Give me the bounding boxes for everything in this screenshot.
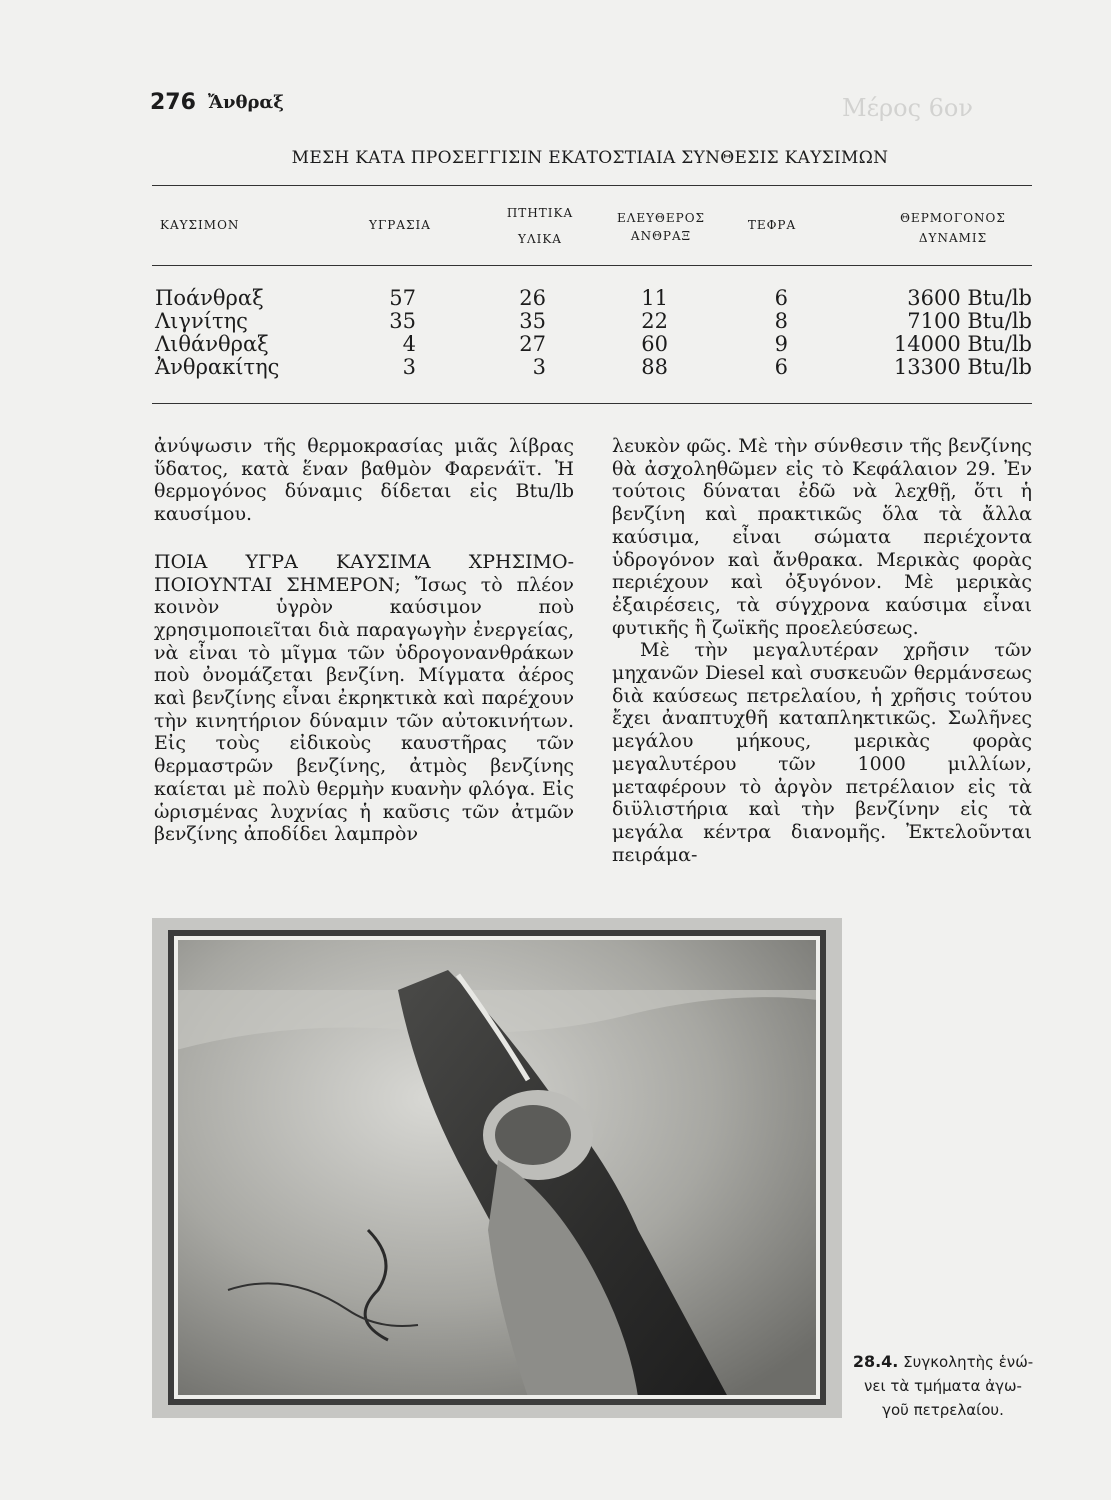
caption-line: γοῦ πετρελαίου.: [882, 1401, 1004, 1419]
cell-fuel: Λιθάνθραξ: [155, 332, 269, 356]
paragraph: λευκὸν φῶς. Μὲ τὴν σύνθεσιν τῆς βενζίνης θὰ ἀσχοληθῶμεν εἰς τὸ Κεφάλαιον 29. Ἐν τούτοις δύναται ἐδῶ νὰ λεχθῇ, ὅτι ἡ βενζίνη καὶ πρακτικῶς ὅλα τὰ ἄλλα καύσιμα, εἶναι σώματα περιέχοντα ὑδρογόνον καὶ ἄνθρακα. Μερικὰς φορὰς περιέχουν καὶ ὀξυγόνον. Μὲ μερικὰς ἐξαιρέσεις, τὰ σύγχρονα καύσιμα εἶναι φυτικῆς ἢ ζωϊκῆς προελεύσεως.: [612, 435, 1032, 639]
cell-carbon: 11: [641, 286, 668, 310]
cell-moisture: 4: [402, 332, 416, 356]
caption-line: νει τὰ τμήματα ἀγω-: [864, 1377, 1022, 1395]
welder-photo: [168, 930, 826, 1405]
header-volatile: ΠΤΗΤΙΚΑ ΥΛΙΚΑ: [506, 206, 574, 246]
table-top-rule: [152, 185, 1032, 186]
running-head: Ἄνθραξ: [208, 92, 284, 113]
cell-heat: 7100 Btu/lb: [907, 309, 1032, 333]
cell-heat: 3600 Btu/lb: [907, 286, 1032, 310]
paragraph: Μὲ τὴν μεγαλυτέραν χρῆσιν τῶν μηχανῶν Diesel καὶ συσκευῶν θερμάνσεως διὰ καύσεως πετρελαίου, ἡ χρῆσις τούτου ἔχει ἀναπτυχθῆ καταπληκτικῶς. Σωλῆνες μεγάλου μήκους, μερικὰς φορὰς μεγαλυτέρου τῶν 1000 μιλλίων, μεταφέρουν τὸ ἀργὸν πετρέλαιον εἰς τὰ διϋλιστήρια καὶ τὴν βενζίνην εἰς τὰ μεγάλα κέντρα διανομῆς. Ἐκτελοῦνται πειράμα-: [612, 639, 1032, 866]
table-bottom-rule: [152, 403, 1032, 404]
caption-line: Συγκολητὴς ἑνώ-: [903, 1353, 1034, 1371]
cell-volatile: 35: [519, 309, 546, 333]
header-moisture: ΥΓΡΑΣΙΑ: [369, 218, 431, 232]
section-paragraph: [154, 551, 574, 846]
page-number: 276: [150, 90, 196, 115]
cell-volatile: 27: [519, 332, 546, 356]
cell-volatile: 26: [519, 286, 546, 310]
cell-ash: 6: [774, 355, 788, 379]
section-heading: ΠΟΙΑ ΥΓΡΑ ΚΑΥΣΙΜΑ ΧΡΗΣΙΜΟΠΟΙΟΥΝΤΑΙ ΣΗΜΕΡΟΝ;: [154, 550, 574, 596]
bleed-through-text: Μέρος 6ον: [842, 94, 973, 122]
cell-fuel: Ἀνθρακίτης: [155, 355, 280, 379]
cell-fuel: Λιγνίτης: [155, 309, 248, 333]
cell-heat: 14000 Btu/lb: [893, 332, 1032, 356]
cell-fuel: Ποάνθραξ: [155, 286, 264, 310]
paragraph-text: Ἴσως τὸ πλέον κοινὸν ὑγρὸν καύσιμον ποὺ χρησιμοποιεῖται διὰ παραγωγὴν ἐνεργείας, νὰ εἶναι τὸ μῖγμα τῶν ὑδρογονανθράκων ποὺ ὀνομάζεται βενζίνη. Μίγματα ἀέρος καὶ βενζίνης εἶναι ἐκρηκτικὰ καὶ παρέχουν τὴν κινητήριον δύναμιν τῶν αὐτοκινήτων. Εἰς τοὺς εἰδικοὺς καυστῆρας τῶν θερμαστρῶν βενζίνης, ἀτμὸς βενζίνης καίεται μὲ πολὺ θερμὴν κυανὴν φλόγα. Εἰς ὡρισμένας λυχνίας ἡ καῦσις τῶν ἀτμῶν βενζίνης ἀποδίδει λαμπρὸν: [154, 573, 574, 846]
welder-photo-image: [168, 930, 826, 1405]
cell-ash: 9: [774, 332, 788, 356]
paragraph: ἀνύψωσιν τῆς θερμοκρασίας μιᾶς λίβρας ὕδατος, κατὰ ἕναν βαθμὸν Φαρενάϊτ. Ἡ θερμογόνος δύναμις δίδεται εἰς Btu/lb καυσίμου.: [154, 435, 574, 526]
header-carbon: ΕΛΕΥΘΕΡΟΣ ΑΝΘΡΑΞ: [616, 211, 706, 243]
cell-ash: 6: [774, 286, 788, 310]
cell-moisture: 35: [389, 309, 416, 333]
cell-heat: 13300 Btu/lb: [893, 355, 1032, 379]
left-column: [154, 435, 574, 846]
figure-number: 28.4.: [852, 1352, 899, 1371]
cell-moisture: 57: [389, 286, 416, 310]
cell-carbon: 88: [641, 355, 668, 379]
bleed-through-area: [845, 930, 1045, 1330]
table-header-rule: [152, 265, 1032, 266]
header-fuel: ΚΑΥΣΙΜΟΝ: [160, 218, 240, 232]
header-ash: ΤΕΦΡΑ: [747, 218, 797, 232]
cell-moisture: 3: [402, 355, 416, 379]
right-column: [612, 435, 1032, 866]
cell-carbon: 22: [641, 309, 668, 333]
cell-carbon: 60: [641, 332, 668, 356]
figure-caption: [843, 1350, 1043, 1422]
header-heat: ΘΕΡΜΟΓΟΝΟΣ ΔΥΝΑΜΙΣ: [900, 211, 1006, 245]
cell-ash: 8: [774, 309, 788, 333]
page-header: [150, 90, 1040, 130]
cell-volatile: 3: [532, 355, 546, 379]
table-title: ΜΕΣΗ ΚΑΤΑ ΠΡΟΣΕΓΓΙΣΙΝ ΕΚΑΤΟΣΤΙΑΙΑ ΣΥΝΘΕΣΙΣ ΚΑΥΣΙΜΩΝ: [291, 148, 889, 168]
